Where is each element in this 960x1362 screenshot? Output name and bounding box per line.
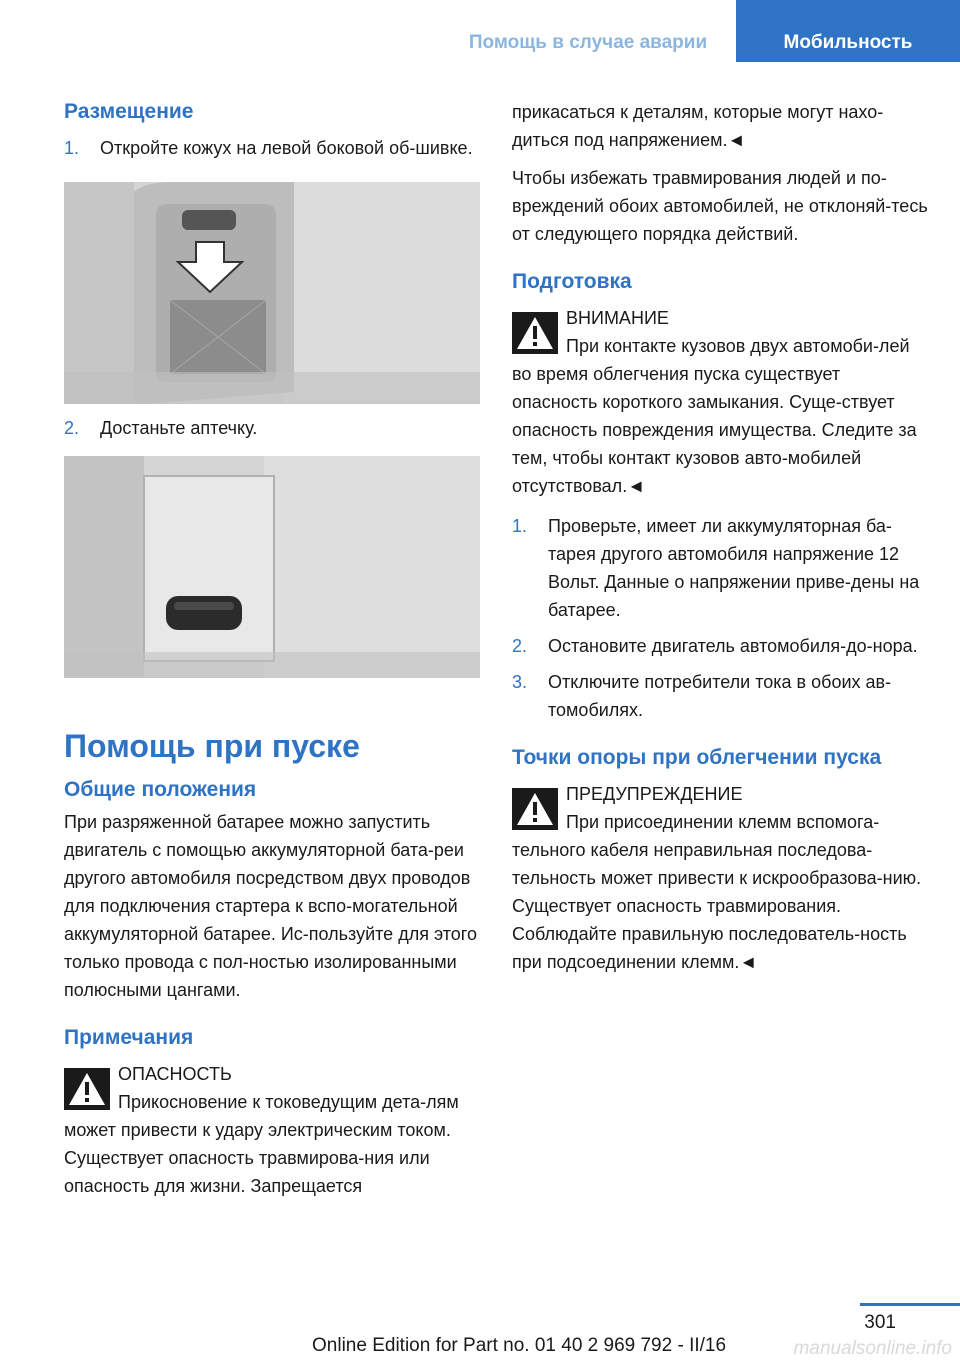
step-number: 2. — [512, 636, 528, 656]
step-number: 3. — [512, 672, 528, 692]
page-header — [0, 0, 960, 62]
list-item — [64, 134, 480, 162]
warning-triangle-icon — [512, 788, 558, 830]
continued-paragraph: прикасаться к деталям, которые могут нахо-диться под напряжением.◄ — [512, 102, 884, 150]
step-number: 1. — [512, 516, 528, 536]
warning-triangle-icon — [64, 1068, 110, 1110]
header-chapter-tab: Мобильность — [736, 0, 960, 62]
danger-notice — [64, 1060, 480, 1200]
support-points-heading: Точки опоры при облегчении пуска — [512, 746, 882, 769]
attention-text: При контакте кузовов двух автомоби-лей во время облегчения пуска существует опасность короткого замыкания. Суще-ствует опасность повреждения имущества. Следите за тем, чтобы контакт кузовов авто-мобилей отсутствовал.◄ — [512, 336, 917, 496]
notes-heading: Примечания — [64, 1026, 194, 1049]
step-text: Откройте кожух на левой боковой об-шивке. — [100, 138, 473, 158]
step-number: 2. — [64, 418, 80, 438]
footer-rule — [860, 1303, 960, 1306]
first-aid-kit-photo — [64, 456, 480, 678]
attention-title: ВНИМАНИЕ — [566, 308, 669, 328]
danger-title: ОПАСНОСТЬ — [118, 1064, 232, 1084]
right-column — [512, 98, 928, 976]
steps-list — [512, 512, 928, 724]
danger-text: Прикосновение к токоведущим дета-лям может привести к удару электрическим током. Существует опасность травмирова-ния или опасность для жизни. Запрещается — [64, 1092, 459, 1196]
edition-label: Online Edition for Part no. 01 40 2 969 792 - II/16 — [312, 1335, 727, 1356]
page-number: 301 — [864, 1312, 896, 1333]
list-item — [512, 512, 928, 624]
preparation-heading: Подготовка — [512, 270, 632, 293]
warning-triangle-icon — [512, 312, 558, 354]
list-item — [512, 668, 928, 724]
placement-heading: Размещение — [64, 100, 194, 123]
warning-text: При присоединении клемм вспомога-тельного кабеля неправильная последова-тельность может привести к искрообразова-нию. Существует опасность травмирования. Соблюдайте правильную последователь-ность при подсоединении клемм.◄ — [512, 812, 922, 972]
step-text: Отключите потребители тока в обоих ав-томобилях. — [548, 672, 892, 720]
step-text: Достаньте аптечку. — [100, 418, 258, 438]
left-column — [64, 98, 480, 1200]
jump-start-title: Помощь при пуске — [64, 728, 360, 764]
step-text: Проверьте, имеет ли аккумуляторная ба-тарея другого автомобиля напряжение 12 Вольт. Данные о напряжении приве-дены на батарее. — [548, 516, 920, 620]
trim-panel-photo — [64, 182, 480, 404]
warning-notice — [512, 780, 928, 976]
avoid-paragraph: Чтобы избежать травмирования людей и по-вреждений обоих автомобилей, не отклоняй-тесь от следующего порядка действий. — [512, 168, 928, 244]
general-paragraph: При разряженной батарее можно запустить двигатель с помощью аккумуляторной бата-реи другого автомобиля посредством двух проводов для подключения стартера к вспо-могательной аккумуляторной батарее. Ис-пользуйте для этого только провода с пол-ностью изолированными полюсными цангами. — [64, 812, 477, 1000]
watermark: manualsonline.info — [793, 1338, 952, 1359]
attention-notice — [512, 304, 928, 500]
step-text: Остановите двигатель автомобиля-до-нора. — [548, 636, 918, 656]
general-heading: Общие положения — [64, 778, 257, 801]
list-item — [64, 414, 480, 442]
warning-title: ПРЕДУПРЕЖДЕНИЕ — [566, 784, 743, 804]
header-section-title: Помощь в случае аварии — [468, 32, 708, 53]
list-item — [512, 632, 928, 660]
step-number: 1. — [64, 138, 80, 158]
